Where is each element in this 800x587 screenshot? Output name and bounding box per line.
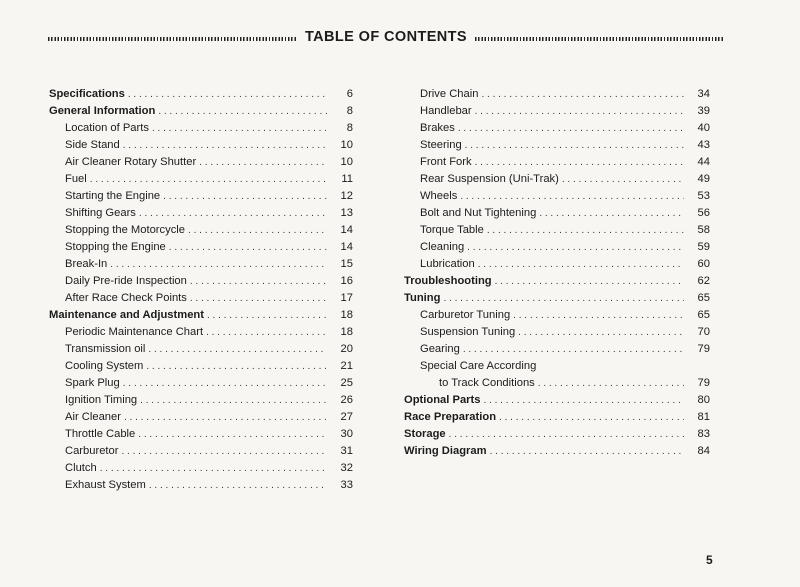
toc-entry-label: General Information bbox=[49, 105, 156, 117]
toc-entry-label: After Race Check Points bbox=[65, 292, 187, 304]
dot-leader bbox=[207, 307, 327, 324]
dot-leader bbox=[146, 358, 327, 375]
toc-entry[interactable] bbox=[404, 205, 710, 222]
toc-entry[interactable] bbox=[404, 307, 710, 324]
dot-leader bbox=[163, 188, 327, 205]
toc-entry[interactable] bbox=[404, 171, 710, 188]
toc-entry[interactable] bbox=[49, 154, 353, 171]
dot-leader bbox=[140, 392, 327, 409]
toc-entry[interactable] bbox=[49, 307, 353, 324]
toc-entry-label: Cooling System bbox=[65, 360, 144, 372]
dot-leader bbox=[169, 239, 327, 256]
dot-leader bbox=[110, 256, 327, 273]
toc-entry-page: 14 bbox=[340, 241, 353, 253]
toc-entry-page: 34 bbox=[697, 88, 710, 100]
toc-entry-page: 44 bbox=[697, 156, 710, 168]
toc-entry-page: 11 bbox=[341, 173, 353, 185]
toc-left-column bbox=[49, 86, 353, 494]
toc-entry-page: 58 bbox=[697, 224, 710, 236]
toc-entry-label: Race Preparation bbox=[404, 411, 497, 423]
toc-entry[interactable] bbox=[404, 137, 710, 154]
toc-entry[interactable] bbox=[49, 137, 353, 154]
toc-entry-page: 84 bbox=[697, 445, 710, 457]
toc-entry[interactable] bbox=[404, 103, 710, 120]
toc-entry-label: Carburetor bbox=[65, 445, 119, 457]
toc-entry-label: Daily Pre-ride Inspection bbox=[65, 275, 187, 287]
toc-entry-page: 26 bbox=[340, 394, 353, 406]
toc-entry[interactable] bbox=[404, 392, 710, 409]
toc-entry-page: 62 bbox=[697, 275, 710, 287]
dot-leader bbox=[449, 426, 684, 443]
dot-leader bbox=[190, 290, 327, 307]
dot-leader bbox=[123, 137, 327, 154]
toc-right-column bbox=[404, 86, 710, 460]
toc-entry[interactable] bbox=[49, 86, 353, 103]
toc-entry-label: Throttle Cable bbox=[65, 428, 136, 440]
toc-entry-label: Optional Parts bbox=[404, 394, 481, 406]
toc-entry[interactable] bbox=[404, 188, 710, 205]
dot-leader bbox=[463, 341, 684, 358]
toc-entry-label: Handlebar bbox=[420, 105, 472, 117]
toc-entry[interactable] bbox=[49, 290, 353, 307]
toc-entry-label: Torque Table bbox=[420, 224, 484, 236]
dot-leader bbox=[152, 120, 327, 137]
toc-entry-page: 81 bbox=[697, 411, 710, 423]
toc-entry-label: Steering bbox=[420, 139, 462, 151]
dot-leader bbox=[499, 409, 684, 426]
toc-entry[interactable] bbox=[404, 290, 710, 307]
dot-leader bbox=[190, 273, 327, 290]
toc-entry-page: 13 bbox=[340, 207, 353, 219]
dot-leader bbox=[121, 443, 327, 460]
toc-entry-page: 6 bbox=[346, 88, 353, 100]
dot-leader bbox=[139, 205, 327, 222]
dot-leader bbox=[467, 239, 684, 256]
toc-entry-label: Shifting Gears bbox=[65, 207, 136, 219]
toc-entry-page: 70 bbox=[697, 326, 710, 338]
toc-entry[interactable] bbox=[49, 477, 353, 494]
toc-entry-page: 14 bbox=[340, 224, 353, 236]
toc-entry[interactable] bbox=[404, 324, 710, 341]
toc-entry[interactable] bbox=[49, 120, 353, 137]
toc-entry-page: 12 bbox=[340, 190, 353, 202]
toc-entry-label: Specifications bbox=[49, 88, 125, 100]
toc-entry-label: Side Stand bbox=[65, 139, 120, 151]
toc-entry[interactable] bbox=[404, 120, 710, 137]
dot-leader bbox=[483, 392, 684, 409]
toc-entry-label: Rear Suspension (Uni-Trak) bbox=[420, 173, 559, 185]
page-title: TABLE OF CONTENTS bbox=[305, 29, 467, 45]
toc-entry-label: Starting the Engine bbox=[65, 190, 161, 202]
dot-leader bbox=[490, 443, 684, 460]
dot-leader bbox=[475, 154, 684, 171]
toc-entry[interactable] bbox=[49, 171, 353, 188]
toc-entry[interactable] bbox=[49, 273, 353, 290]
toc-entry-page: 8 bbox=[346, 105, 353, 117]
toc-entry-page: 25 bbox=[340, 377, 353, 389]
dot-leader bbox=[149, 477, 327, 494]
toc-entry[interactable] bbox=[49, 256, 353, 273]
toc-entry[interactable] bbox=[404, 86, 710, 103]
toc-entry-label: Lubrication bbox=[420, 258, 475, 270]
toc-entry[interactable] bbox=[404, 426, 710, 443]
toc-entry-label: Bolt and Nut Tightening bbox=[420, 207, 537, 219]
dot-leader bbox=[465, 137, 684, 154]
toc-entry-label: Ignition Timing bbox=[65, 394, 138, 406]
toc-entry[interactable] bbox=[49, 409, 353, 426]
toc-entry-page: 21 bbox=[340, 360, 353, 372]
toc-entry-label: Cleaning bbox=[420, 241, 465, 253]
toc-entry-page: 79 bbox=[697, 343, 710, 355]
toc-entry-label: Carburetor Tuning bbox=[420, 309, 511, 321]
toc-entry-page: 83 bbox=[697, 428, 710, 440]
toc-entry-label: Stopping the Motorcycle bbox=[65, 224, 186, 236]
toc-entry-label: Gearing bbox=[420, 343, 460, 355]
toc-entry[interactable] bbox=[404, 154, 710, 171]
toc-entry-page: 65 bbox=[697, 309, 710, 321]
toc-entry[interactable] bbox=[404, 409, 710, 426]
dot-leader bbox=[481, 86, 684, 103]
toc-entry-label: Transmission oil bbox=[65, 343, 146, 355]
toc-entry[interactable] bbox=[404, 222, 710, 239]
toc-entry[interactable] bbox=[49, 460, 353, 477]
toc-entry[interactable] bbox=[49, 324, 353, 341]
toc-entry-page: 65 bbox=[697, 292, 710, 304]
toc-entry[interactable] bbox=[49, 188, 353, 205]
toc-entry-page: 27 bbox=[340, 411, 353, 423]
dot-leader bbox=[478, 256, 684, 273]
toc-entry-page: 17 bbox=[340, 292, 353, 304]
toc-entry[interactable] bbox=[404, 375, 710, 392]
toc-entry-page: 60 bbox=[697, 258, 710, 270]
toc-entry-label: Special Care According bbox=[420, 360, 537, 372]
dot-leader bbox=[458, 120, 684, 137]
toc-entry-page: 33 bbox=[340, 479, 353, 491]
toc-entry[interactable] bbox=[49, 392, 353, 409]
toc-entry-label: Break-In bbox=[65, 258, 108, 270]
toc-entry-label: Periodic Maintenance Chart bbox=[65, 326, 204, 338]
toc-entry-page: 8 bbox=[346, 122, 353, 134]
dot-leader bbox=[90, 171, 327, 188]
toc-entry-page: 10 bbox=[340, 139, 353, 151]
dot-leader bbox=[206, 324, 327, 341]
toc-entry[interactable] bbox=[49, 443, 353, 460]
toc-entry-page: 16 bbox=[340, 275, 353, 287]
toc-entry-label: Front Fork bbox=[420, 156, 472, 168]
toc-entry-page: 59 bbox=[697, 241, 710, 253]
dot-leader bbox=[124, 409, 327, 426]
dot-leader bbox=[199, 154, 327, 171]
toc-entry-label: Suspension Tuning bbox=[420, 326, 516, 338]
dot-leader bbox=[128, 86, 327, 103]
dot-leader bbox=[443, 290, 684, 307]
toc-entry-label: Air Cleaner Rotary Shutter bbox=[65, 156, 197, 168]
toc-entry-page: 15 bbox=[340, 258, 353, 270]
dot-leader bbox=[123, 375, 327, 392]
dot-leader bbox=[495, 273, 684, 290]
toc-header bbox=[48, 26, 724, 48]
toc-entry-page: 32 bbox=[340, 462, 353, 474]
toc-entry-label: Drive Chain bbox=[420, 88, 479, 100]
toc-entry-label: Spark Plug bbox=[65, 377, 120, 389]
toc-entry-page: 79 bbox=[697, 377, 710, 389]
dot-leader bbox=[513, 307, 684, 324]
toc-entry[interactable] bbox=[49, 341, 353, 358]
toc-entry-page: 18 bbox=[340, 326, 353, 338]
toc-entry[interactable] bbox=[404, 443, 710, 460]
toc-entry-label: Fuel bbox=[65, 173, 87, 185]
dot-leader bbox=[158, 103, 327, 120]
toc-entry[interactable] bbox=[49, 375, 353, 392]
toc-entry[interactable] bbox=[49, 205, 353, 222]
toc-entry[interactable] bbox=[404, 273, 710, 290]
dot-leader bbox=[138, 426, 327, 443]
dot-leader bbox=[487, 222, 684, 239]
toc-entry-label: to Track Conditions bbox=[439, 377, 535, 389]
dot-leader bbox=[148, 341, 327, 358]
toc-entry-page: 49 bbox=[697, 173, 710, 185]
toc-entry[interactable] bbox=[49, 222, 353, 239]
dot-leader bbox=[518, 324, 684, 341]
toc-entry-label: Stopping the Engine bbox=[65, 241, 166, 253]
toc-entry-page: 20 bbox=[340, 343, 353, 355]
toc-entry-label: Tuning bbox=[404, 292, 441, 304]
toc-entry-label: Maintenance and Adjustment bbox=[49, 309, 204, 321]
toc-entry-page: 80 bbox=[697, 394, 710, 406]
header-dotted-rule-right bbox=[475, 37, 724, 41]
toc-entry-page: 30 bbox=[340, 428, 353, 440]
page-number: 5 bbox=[706, 553, 713, 567]
dot-leader bbox=[460, 188, 684, 205]
dot-leader bbox=[100, 460, 327, 477]
toc-entry-page: 10 bbox=[340, 156, 353, 168]
toc-entry-label: Brakes bbox=[420, 122, 455, 134]
toc-entry-page: 43 bbox=[697, 139, 710, 151]
dot-leader bbox=[188, 222, 327, 239]
toc-entry[interactable] bbox=[404, 256, 710, 273]
dot-leader bbox=[475, 103, 684, 120]
toc-entry[interactable] bbox=[49, 426, 353, 443]
toc-entry[interactable] bbox=[49, 358, 353, 375]
toc-entry-label: Clutch bbox=[65, 462, 97, 474]
toc-entry-page: 56 bbox=[697, 207, 710, 219]
toc-entry-page: 31 bbox=[340, 445, 353, 457]
dot-leader bbox=[538, 375, 684, 392]
toc-entry-page: 39 bbox=[697, 105, 710, 117]
toc-entry[interactable] bbox=[404, 358, 710, 375]
dot-leader bbox=[539, 205, 684, 222]
toc-entry-page: 40 bbox=[697, 122, 710, 134]
toc-entry-page: 18 bbox=[340, 309, 353, 321]
toc-entry[interactable] bbox=[49, 239, 353, 256]
toc-entry-label: Troubleshooting bbox=[404, 275, 492, 287]
toc-entry-label: Storage bbox=[404, 428, 446, 440]
toc-entry-page: 53 bbox=[697, 190, 710, 202]
toc-entry[interactable] bbox=[404, 341, 710, 358]
toc-entry-label: Location of Parts bbox=[65, 122, 149, 134]
header-dotted-rule-left bbox=[48, 37, 297, 41]
toc-entry[interactable] bbox=[404, 239, 710, 256]
toc-entry-label: Wheels bbox=[420, 190, 458, 202]
toc-entry[interactable] bbox=[49, 103, 353, 120]
toc-entry-label: Exhaust System bbox=[65, 479, 146, 491]
dot-leader bbox=[562, 171, 684, 188]
toc-entry-label: Air Cleaner bbox=[65, 411, 121, 423]
toc-entry-label: Wiring Diagram bbox=[404, 445, 487, 457]
